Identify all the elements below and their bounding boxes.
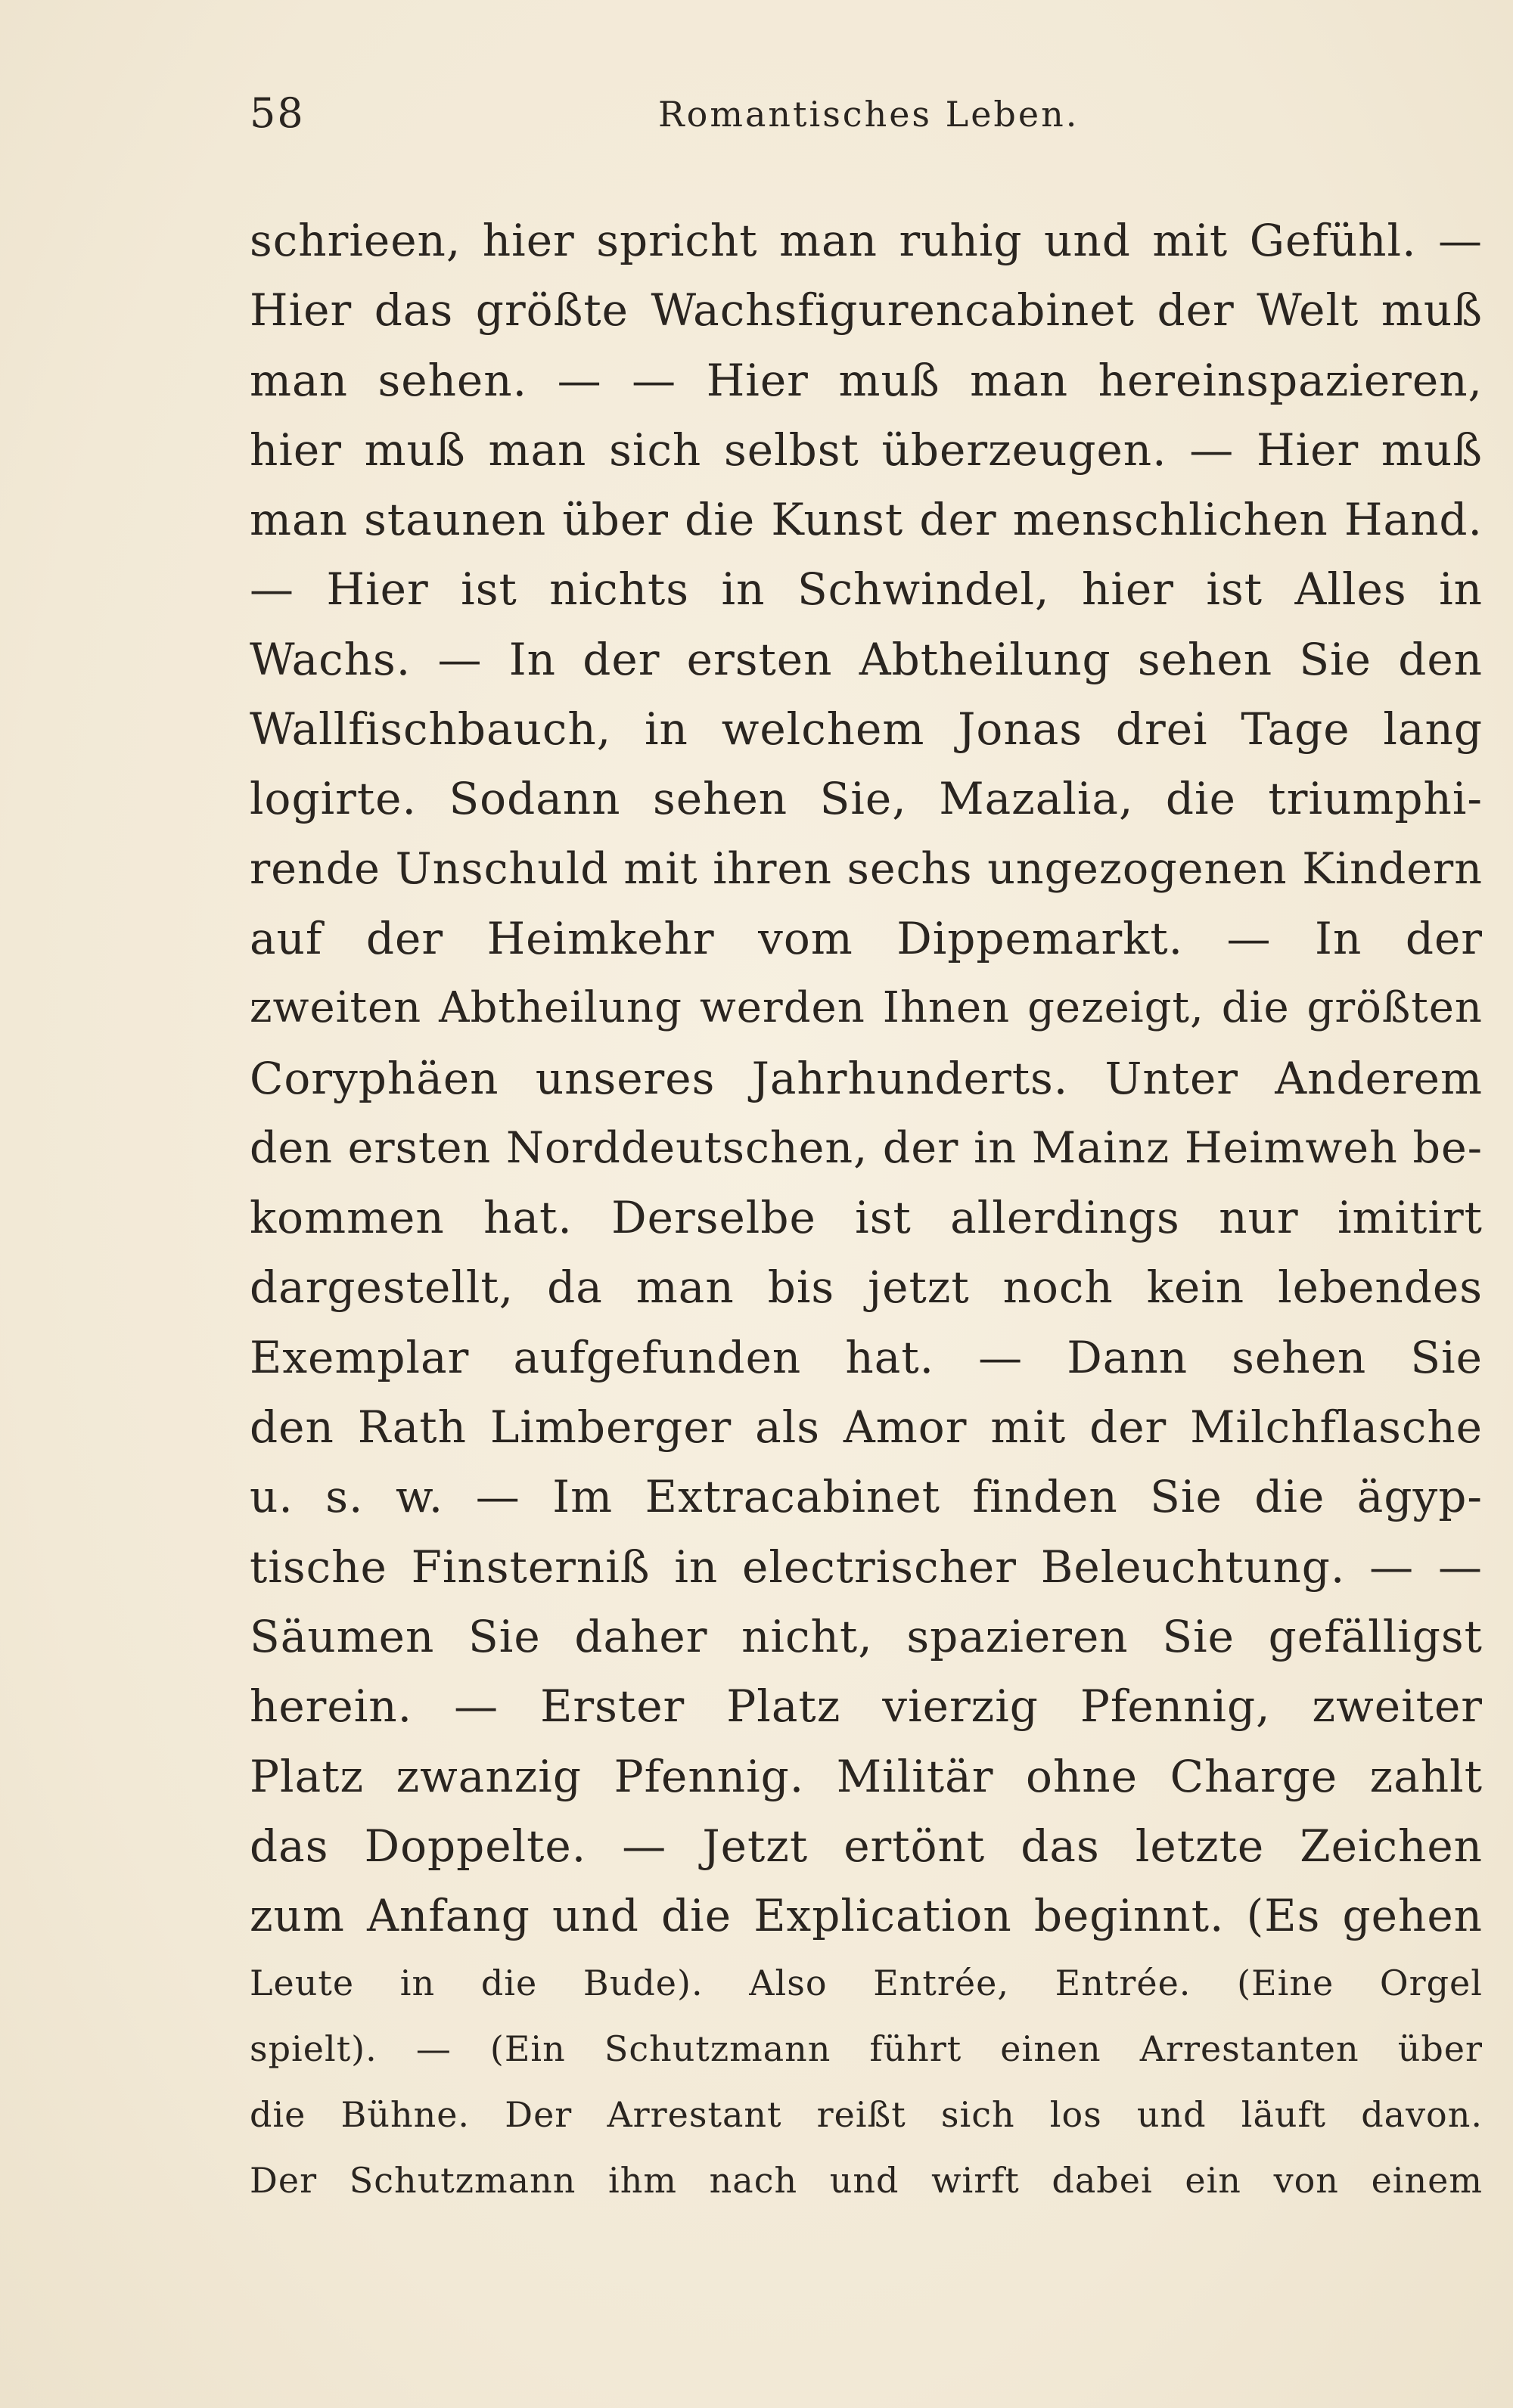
text-line: kommen hat. Derselbe ist allerdings nur imitirt: [250, 1192, 1483, 1244]
stage-direction-line: Der Schutzmann ihm nach und wirft dabei ein von einem: [250, 2160, 1483, 2202]
text-line: zum Anfang und die Explication beginnt. (Es gehen: [250, 1890, 1483, 1942]
text-line: man sehen. — — Hier muß man hereinspazieren,: [250, 354, 1483, 406]
text-line: hier muß man sich selbst überzeugen. — Hier muß: [250, 424, 1483, 476]
stage-direction-line: spielt). — (Ein Schutzmann führt einen Arrestanten über: [250, 2028, 1483, 2070]
body-text: [250, 206, 1483, 2214]
text-line: das Doppelte. — Jetzt ertönt das letzte Zeichen: [250, 1820, 1483, 1872]
text-line: man staunen über die Kunst der menschlichen Hand.: [250, 494, 1483, 546]
text-line: den ersten Norddeutschen, der in Mainz Heimweh be-: [250, 1122, 1483, 1173]
running-title: Romantisches Leben.: [658, 94, 1080, 135]
page-number: 58: [250, 89, 305, 137]
text-line: tische Finsterniß in electrischer Beleuchtung. — —: [250, 1541, 1483, 1593]
text-line: Wallfischbauch, in welchem Jonas drei Tage lang: [250, 703, 1483, 756]
text-line: dargestellt, da man bis jetzt noch kein lebendes: [250, 1261, 1483, 1314]
stage-direction-line: Leute in die Bude). Also Entrée, Entrée. (Eine Orgel: [250, 1963, 1483, 2004]
text-line: Exemplar aufgefunden hat. — Dann sehen Sie: [250, 1331, 1483, 1383]
text-line: logirte. Sodann sehen Sie, Mazalia, die triumphi-: [250, 773, 1483, 825]
text-line: u. s. w. — Im Extracabinet finden Sie die ägyp-: [250, 1471, 1483, 1523]
text-line: auf der Heimkehr vom Dippemarkt. — In der: [250, 912, 1483, 964]
text-line: Hier das größte Wachsfigurencabinet der Welt muß: [250, 284, 1483, 337]
text-line: Wachs. — In der ersten Abtheilung sehen Sie den: [250, 633, 1483, 685]
text-line: zweiten Abtheilung werden Ihnen gezeigt, die größten: [250, 983, 1483, 1033]
page-header: [250, 89, 1483, 150]
text-line: den Rath Limberger als Amor mit der Milchflasche: [250, 1401, 1483, 1454]
text-line: rende Unschuld mit ihren sechs ungezogenen Kindern: [250, 843, 1483, 894]
stage-direction-line: die Bühne. Der Arrestant reißt sich los und läuft davon.: [250, 2094, 1483, 2136]
text-line: Coryphäen unseres Jahrhunderts. Unter Anderem: [250, 1052, 1483, 1104]
text-line: Platz zwanzig Pfennig. Militär ohne Charge zahlt: [250, 1750, 1483, 1802]
text-line: schrieen, hier spricht man ruhig und mit Gefühl. —: [250, 215, 1483, 266]
text-line: — Hier ist nichts in Schwindel, hier ist Alles in: [250, 563, 1483, 616]
text-line: Säumen Sie daher nicht, spazieren Sie gefälligst: [250, 1610, 1483, 1662]
text-line: herein. — Erster Platz vierzig Pfennig, zweiter: [250, 1680, 1483, 1733]
